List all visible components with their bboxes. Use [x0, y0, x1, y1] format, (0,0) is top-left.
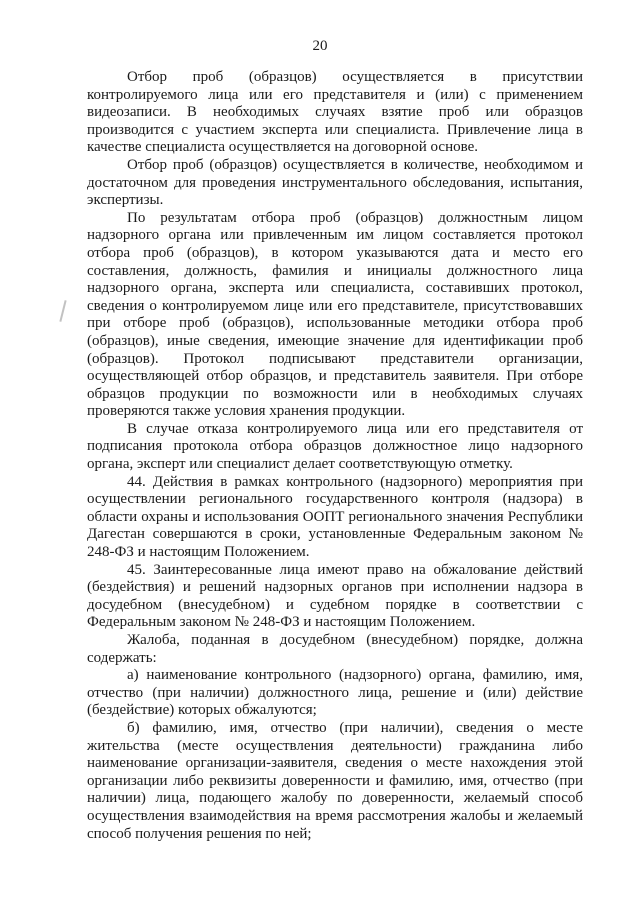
paragraph-sampling-presence: Отбор проб (образцов) осуществляется в присутствии контролируемого лица или его представителя и (или) с применением видеозаписи. В необходимых случаях взятие проб или образцов производится с участием эксперта или специалиста. Привлечение лица в качестве специалиста осуществляется на договорной основе. [87, 69, 583, 156]
scan-artifact-mark [59, 300, 66, 322]
paragraph-subitem-b: б) фамилию, имя, отчество (при наличии), сведения о месте жительства (месте осуществления деятельности) гражданина либо наименование организации-заявителя, сведения о месте нахождения этой организации либо реквизиты доверенности и фамилию, имя, отчество (при наличии) лица, подающего жалобу по доверенности, желаемый способ осуществления взаимодействия на время рассмотрения жалобы и желаемый способ получения решения по ней; [87, 719, 583, 842]
paragraph-complaint-contents: Жалоба, поданная в досудебном (внесудебном) порядке, должна содержать: [87, 632, 583, 666]
paragraph-subitem-a: а) наименование контрольного (надзорного) органа, фамилию, имя, отчество (при наличии) должностного лица, решение и (или) действие (бездействие) которых обжалуются; [87, 667, 583, 719]
paragraph-sampling-protocol: По результатам отбора проб (образцов) должностным лицом надзорного органа или привлеченным им лицом составляется протокол отбора проб (образцов), в котором указываются дата и место его составления, должность, фамилия и инициалы должностного лица надзорного органа, эксперта или специалиста, составивших протокол, сведения о контролируемом лице или его представителе, присутствовавших при отборе проб (образцов), использованные методики отбора проб (образцов), иные сведения, имеющие значение для идентификации проб (образцов). Протокол подписывают представители организации, осуществляющей отбор образцов, и представитель заявителя. При отборе образцов продукции по возможности или в необходимых случаях проверяются также условия хранения продукции. [87, 209, 583, 420]
page-number: 20 [312, 38, 328, 54]
paragraph-item-45: 45. Заинтересованные лица имеют право на обжалование действий (бездействия) и решений надзорных органов при исполнении надзора в досудебном (внесудебном) и судебном порядке в соответствии с Федеральным законом № 248-ФЗ и настоящим Положением. [87, 561, 583, 631]
document-body [87, 69, 583, 843]
paragraph-sampling-quantity: Отбор проб (образцов) осуществляется в количестве, необходимом и достаточном для проведения инструментального обследования, испытания, экспертизы. [87, 156, 583, 209]
paragraph-protocol-refusal: В случае отказа контролируемого лица или его представителя от подписания протокола отбора образцов должностное лицо надзорного органа, эксперт или специалист делает соответствующую отметку. [87, 420, 583, 473]
paragraph-item-44: 44. Действия в рамках контрольного (надзорного) мероприятия при осуществлении регионального государственного контроля (надзора) в области охраны и использования ООПТ регионального значения Республики Дагестан совершаются в сроки, установленные Федеральным законом № 248-ФЗ и настоящим Положением. [87, 473, 583, 561]
